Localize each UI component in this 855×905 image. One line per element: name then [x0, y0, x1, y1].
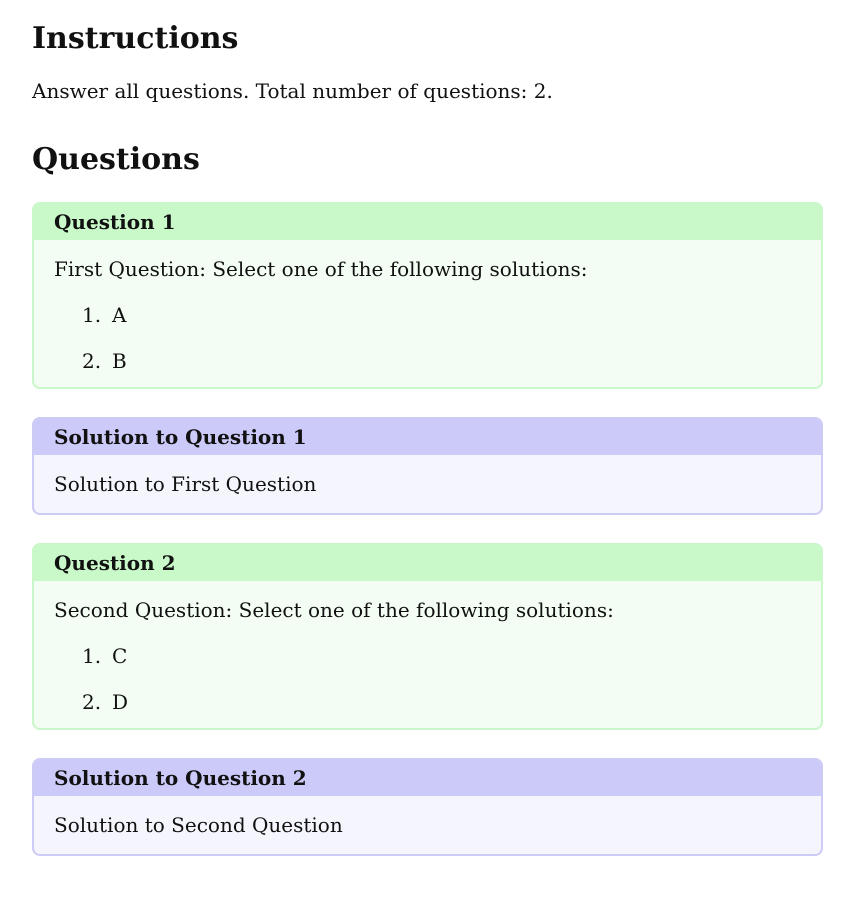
solution-body-1	[34, 455, 821, 513]
solution-title-1: Solution to Question 1	[34, 419, 821, 455]
option-number: 2.	[82, 690, 102, 714]
solution-body-2	[34, 796, 821, 854]
option-list-1	[54, 305, 801, 371]
option-item	[54, 305, 801, 325]
option-number: 1.	[82, 644, 102, 668]
question-title-1: Question 1	[34, 204, 821, 240]
question-body-1	[34, 240, 821, 387]
question-card-1	[32, 202, 823, 389]
instructions-heading: Instructions	[32, 21, 239, 56]
solution-card-2	[32, 758, 823, 856]
option-item	[54, 692, 801, 712]
option-number: 2.	[82, 349, 102, 373]
option-list-2	[54, 646, 801, 712]
question-card-2	[32, 543, 823, 730]
solution-title-2: Solution to Question 2	[34, 760, 821, 796]
instructions-text: Answer all questions. Total number of questions: 2.	[32, 79, 553, 103]
solution-text-2: Solution to Second Question	[54, 813, 343, 837]
option-label: B	[112, 349, 127, 373]
question-prompt-1: First Question: Select one of the following solutions:	[54, 257, 588, 281]
question-title-2: Question 2	[34, 545, 821, 581]
option-number: 1.	[82, 303, 102, 327]
option-item	[54, 646, 801, 666]
option-item	[54, 351, 801, 371]
option-label: D	[112, 690, 129, 714]
solution-card-1	[32, 417, 823, 515]
question-prompt-2: Second Question: Select one of the following solutions:	[54, 598, 614, 622]
question-body-2	[34, 581, 821, 728]
option-label: C	[112, 644, 128, 668]
solution-text-1: Solution to First Question	[54, 472, 317, 496]
questions-heading: Questions	[32, 142, 200, 177]
option-label: A	[112, 303, 127, 327]
